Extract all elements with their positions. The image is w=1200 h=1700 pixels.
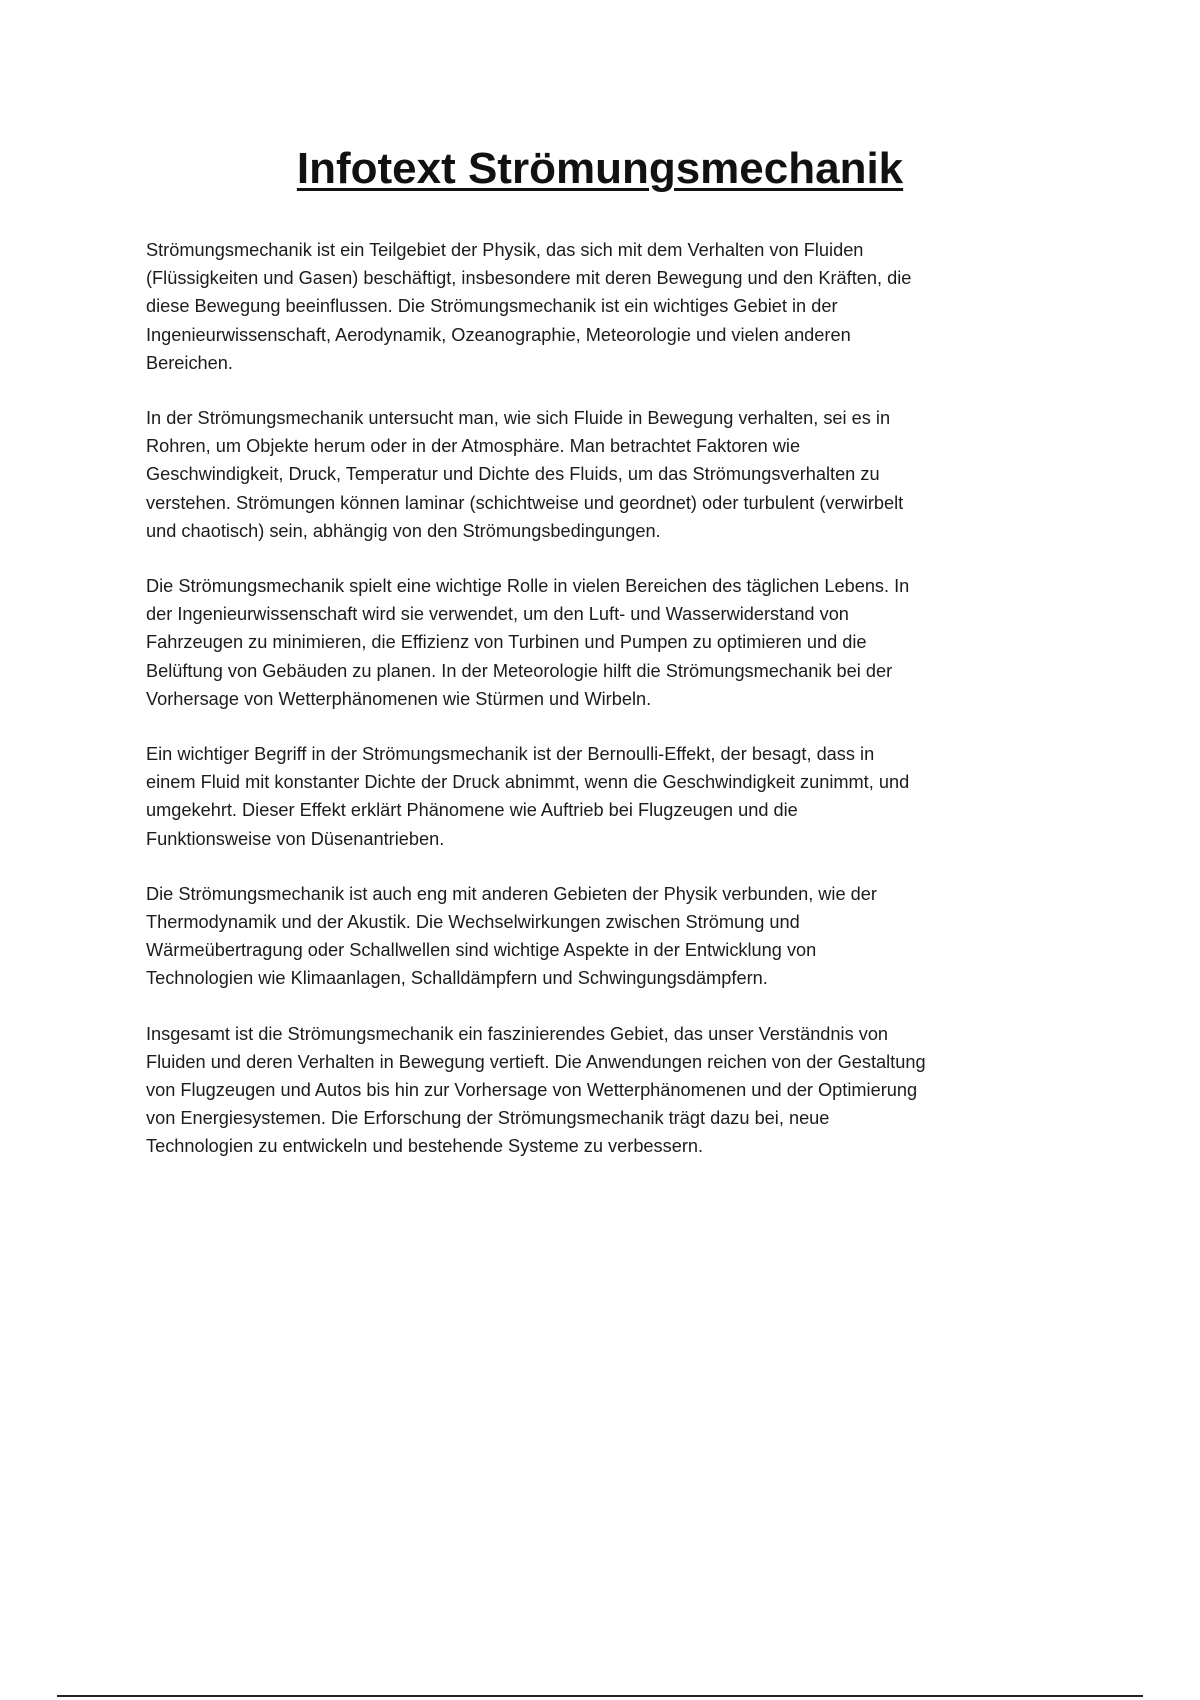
text-line: Rohren, um Objekte herum oder in der Atmosphäre. Man betrachtet Faktoren wie bbox=[146, 436, 801, 457]
text-line: Die Strömungsmechanik ist auch eng mit anderen Gebieten der Physik verbunden, wie der bbox=[146, 883, 877, 904]
text-line: Fluiden und deren Verhalten in Bewegung vertieft. Die Anwendungen reichen von der Gestaltung bbox=[146, 1051, 926, 1072]
footer-divider bbox=[57, 1695, 1143, 1697]
text-line: Vorhersage von Wetterphänomenen wie Stürmen und Wirbeln. bbox=[146, 688, 652, 709]
text-line: Belüftung von Gebäuden zu planen. In der Meteorologie hilft die Strömungsmechanik bei der bbox=[146, 660, 893, 681]
text-line: Thermodynamik und der Akustik. Die Wechselwirkungen zwischen Strömung und bbox=[146, 912, 800, 933]
text-line: Die Strömungsmechanik spielt eine wichtige Rolle in vielen Bereichen des täglichen Lebens. In bbox=[146, 576, 910, 597]
text-line: von Flugzeugen und Autos bis hin zur Vorhersage von Wetterphänomenen und der Optimierung bbox=[146, 1080, 918, 1101]
text-line: umgekehrt. Dieser Effekt erklärt Phänomene wie Auftrieb bei Flugzeugen und die bbox=[146, 800, 798, 821]
text-line: Ingenieurwissenschaft, Aerodynamik, Ozeanographie, Meteorologie und vielen anderen bbox=[146, 324, 851, 345]
document-body bbox=[146, 236, 1066, 1188]
paragraph-6 bbox=[146, 1020, 1066, 1161]
text-line: Technologien wie Klimaanlagen, Schalldämpfern und Schwingungsdämpfern. bbox=[146, 968, 768, 989]
text-line: Insgesamt ist die Strömungsmechanik ein faszinierendes Gebiet, das unser Verständnis von bbox=[146, 1023, 889, 1044]
page-title: Infotext Strömungsmechanik bbox=[296, 144, 904, 193]
text-line: Strömungsmechanik ist ein Teilgebiet der Physik, das sich mit dem Verhalten von Fluiden bbox=[146, 240, 864, 260]
text-line: Fahrzeugen zu minimieren, die Effizienz von Turbinen und Pumpen zu optimieren und die bbox=[146, 632, 867, 653]
text-line: Geschwindigkeit, Druck, Temperatur und Dichte des Fluids, um das Strömungsverhalten zu bbox=[146, 464, 880, 485]
paragraph-4 bbox=[146, 740, 1066, 853]
text-line: einem Fluid mit konstanter Dichte der Druck abnimmt, wenn die Geschwindigkeit zunimmt, und bbox=[146, 772, 910, 793]
paragraph-3 bbox=[146, 572, 1066, 713]
text-line: In der Strömungsmechanik untersucht man, wie sich Fluide in Bewegung verhalten, sei es in bbox=[146, 408, 891, 429]
text-line: Funktionsweise von Düsenantrieben. bbox=[146, 828, 445, 849]
text-line: Wärmeübertragung oder Schallwellen sind wichtige Aspekte in der Entwicklung von bbox=[146, 940, 817, 961]
text-line: Bereichen. bbox=[146, 352, 233, 373]
text-line: von Energiesystemen. Die Erforschung der Strömungsmechanik trägt dazu bei, neue bbox=[146, 1108, 830, 1129]
text-line: (Flüssigkeiten und Gasen) beschäftigt, insbesondere mit deren Bewegung und den Kräften, die bbox=[146, 268, 912, 289]
paragraph-5 bbox=[146, 880, 1066, 993]
text-line: der Ingenieurwissenschaft wird sie verwendet, um den Luft- und Wasserwiderstand von bbox=[146, 604, 849, 625]
text-line: und chaotisch) sein, abhängig von den Strömungsbedingungen. bbox=[146, 520, 661, 541]
text-line: Technologien zu entwickeln und bestehende Systeme zu verbessern. bbox=[146, 1136, 704, 1157]
text-line: Ein wichtiger Begriff in der Strömungsmechanik ist der Bernoulli-Effekt, der besagt, dass in bbox=[146, 744, 875, 765]
text-line: diese Bewegung beeinflussen. Die Strömungsmechanik ist ein wichtiges Gebiet in der bbox=[146, 296, 838, 317]
text-line: verstehen. Strömungen können laminar (schichtweise und geordnet) oder turbulent (verwirbelt bbox=[146, 492, 904, 513]
paragraph-2 bbox=[146, 404, 1066, 545]
paragraph-1 bbox=[146, 236, 1066, 377]
